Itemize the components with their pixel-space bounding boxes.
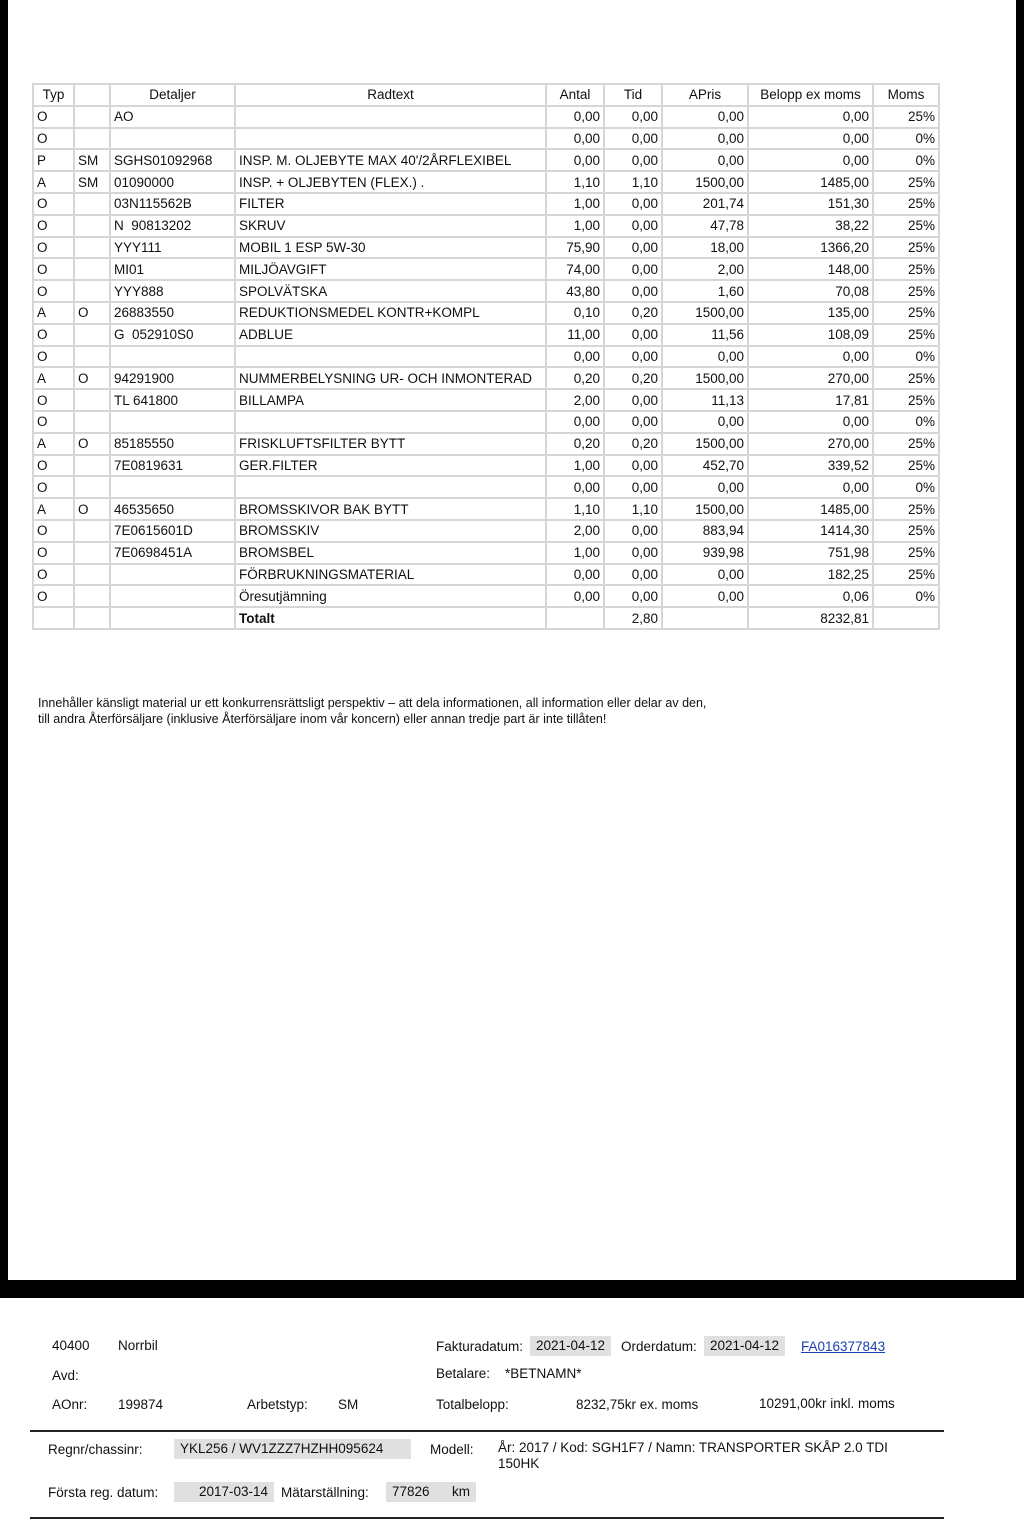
table-row <box>33 346 939 368</box>
cell-detaljer <box>110 128 235 150</box>
cell-typ: O <box>33 215 74 237</box>
cell-apris: 883,94 <box>662 520 748 542</box>
cell-code <box>74 411 110 433</box>
cell-tid: 0,00 <box>604 237 662 259</box>
cell-typ: O <box>33 411 74 433</box>
cell-apris: 0,00 <box>662 476 748 498</box>
cell-typ: A <box>33 171 74 193</box>
betalare-label: Betalare: <box>436 1366 491 1381</box>
cell-detaljer: 94291900 <box>110 367 235 389</box>
cell-antal: 0,00 <box>546 411 604 433</box>
avd-label: Avd: <box>52 1368 79 1383</box>
cell-antal: 1,10 <box>546 171 604 193</box>
cell-code: O <box>74 498 110 520</box>
cell-radtext: INSP. + OLJEBYTEN (FLEX.) . <box>235 171 546 193</box>
cell-belopp: 1366,20 <box>748 237 873 259</box>
cell-typ: O <box>33 106 74 128</box>
cell-radtext: NUMMERBELYSNING UR- OCH INMONTERAD <box>235 367 546 389</box>
cell-tid: 0,00 <box>604 128 662 150</box>
table-body <box>33 106 939 629</box>
cell-belopp: 1485,00 <box>748 171 873 193</box>
cell-belopp: 148,00 <box>748 258 873 280</box>
cell-typ: O <box>33 542 74 564</box>
table-total-row <box>33 607 939 629</box>
cell-code: SM <box>74 149 110 171</box>
cell-detaljer: N 90813202 <box>110 215 235 237</box>
cell-moms: 25% <box>873 171 939 193</box>
matarstallning-box <box>386 1482 476 1502</box>
total-tid: 2,80 <box>604 607 662 629</box>
cell-tid: 0,20 <box>604 433 662 455</box>
invoice-lines-table <box>32 83 940 630</box>
cell-moms: 25% <box>873 324 939 346</box>
col-header-code <box>74 84 110 106</box>
modell-line: 150HK <box>498 1456 540 1471</box>
total-cell <box>110 607 235 629</box>
table-row <box>33 324 939 346</box>
cell-antal: 0,00 <box>546 149 604 171</box>
col-header-moms: Moms <box>873 84 939 106</box>
cell-typ: O <box>33 324 74 346</box>
cell-radtext: MOBIL 1 ESP 5W-30 <box>235 237 546 259</box>
cell-tid: 0,00 <box>604 258 662 280</box>
table-row <box>33 542 939 564</box>
totalbelopp-inkl-moms: 10291,00kr inkl. moms <box>759 1396 895 1411</box>
matarstallning-label: Mätarställning: <box>281 1485 369 1500</box>
total-cell <box>546 607 604 629</box>
cell-moms: 25% <box>873 455 939 477</box>
cell-moms: 25% <box>873 215 939 237</box>
table-row <box>33 302 939 324</box>
total-cell <box>662 607 748 629</box>
cell-belopp: 17,81 <box>748 389 873 411</box>
totalbelopp-ex-moms: 8232,75kr ex. moms <box>576 1397 699 1412</box>
cell-antal: 1,00 <box>546 542 604 564</box>
cell-radtext: FRISKLUFTSFILTER BYTT <box>235 433 546 455</box>
cell-apris: 0,00 <box>662 149 748 171</box>
cell-detaljer: 85185550 <box>110 433 235 455</box>
matarstallning-value: 77826 <box>392 1484 430 1499</box>
cell-apris: 11,13 <box>662 389 748 411</box>
cell-radtext: Öresutjämning <box>235 585 546 607</box>
cell-moms: 0% <box>873 128 939 150</box>
cell-tid: 1,10 <box>604 171 662 193</box>
cell-tid: 0,00 <box>604 564 662 586</box>
aonr-label: AOnr: <box>52 1397 88 1412</box>
cell-detaljer <box>110 476 235 498</box>
cell-detaljer: 01090000 <box>110 171 235 193</box>
col-header-antal: Antal <box>546 84 604 106</box>
cell-detaljer: 7E0698451A <box>110 542 235 564</box>
cell-radtext: ADBLUE <box>235 324 546 346</box>
cell-typ: O <box>33 476 74 498</box>
cell-tid: 0,20 <box>604 302 662 324</box>
cell-radtext: FÖRBRUKNINGSMATERIAL <box>235 564 546 586</box>
cell-radtext: MILJÖAVGIFT <box>235 258 546 280</box>
cell-radtext: SKRUV <box>235 215 546 237</box>
cell-detaljer: SGHS01092968 <box>110 149 235 171</box>
cell-radtext: GER.FILTER <box>235 455 546 477</box>
cell-tid: 0,00 <box>604 149 662 171</box>
cell-detaljer: YYY111 <box>110 237 235 259</box>
table-row <box>33 455 939 477</box>
cell-tid: 0,00 <box>604 106 662 128</box>
forsta-reg-label: Första reg. datum: <box>48 1485 159 1500</box>
cell-code <box>74 389 110 411</box>
cell-belopp: 270,00 <box>748 367 873 389</box>
cell-tid: 0,00 <box>604 520 662 542</box>
cell-belopp: 1485,00 <box>748 498 873 520</box>
cell-apris: 2,00 <box>662 258 748 280</box>
cell-moms: 25% <box>873 542 939 564</box>
cell-belopp: 0,00 <box>748 476 873 498</box>
betalare-value: *BETNAMN* <box>505 1366 582 1381</box>
cell-code <box>74 237 110 259</box>
table-header-row <box>33 84 939 106</box>
cell-belopp: 0,00 <box>748 346 873 368</box>
cell-belopp: 70,08 <box>748 280 873 302</box>
col-header-tid: Tid <box>604 84 662 106</box>
cell-detaljer: 03N115562B <box>110 193 235 215</box>
cell-radtext: SPOLVÄTSKA <box>235 280 546 302</box>
table-row <box>33 520 939 542</box>
footer-bottom-divider <box>30 1517 944 1519</box>
cell-antal: 0,00 <box>546 476 604 498</box>
cell-belopp: 0,00 <box>748 106 873 128</box>
col-header-radtext: Radtext <box>235 84 546 106</box>
cell-moms: 25% <box>873 433 939 455</box>
aonr-value: 199874 <box>118 1397 164 1412</box>
cell-typ: O <box>33 520 74 542</box>
cell-apris: 11,56 <box>662 324 748 346</box>
cell-code <box>74 455 110 477</box>
cell-antal: 43,80 <box>546 280 604 302</box>
col-header-typ: Typ <box>33 84 74 106</box>
modell-value <box>498 1440 888 1472</box>
cell-belopp: 0,00 <box>748 128 873 150</box>
table-row <box>33 171 939 193</box>
cell-code <box>74 346 110 368</box>
cell-antal: 0,00 <box>546 585 604 607</box>
cell-antal: 1,00 <box>546 193 604 215</box>
fakturadatum-value: 2021-04-12 <box>530 1336 611 1356</box>
cell-moms: 25% <box>873 520 939 542</box>
cell-typ: O <box>33 346 74 368</box>
cell-antal: 0,00 <box>546 346 604 368</box>
cell-moms: 25% <box>873 564 939 586</box>
cell-typ: O <box>33 128 74 150</box>
cell-apris: 452,70 <box>662 455 748 477</box>
matarstallning-unit: km <box>452 1484 470 1499</box>
disclaimer-line: Innehåller känsligt material ur ett konkurrensrättsligt perspektiv – att dela informationen, all information eller delar av den, <box>38 696 707 710</box>
cell-antal: 0,20 <box>546 433 604 455</box>
cell-moms: 25% <box>873 237 939 259</box>
dealer-name: Norrbil <box>118 1338 158 1353</box>
cell-belopp: 1414,30 <box>748 520 873 542</box>
cell-tid: 0,00 <box>604 280 662 302</box>
cell-typ: O <box>33 585 74 607</box>
cell-code <box>74 324 110 346</box>
table-row <box>33 585 939 607</box>
cell-antal: 2,00 <box>546 389 604 411</box>
cell-belopp: 0,06 <box>748 585 873 607</box>
cell-typ: P <box>33 149 74 171</box>
cell-code <box>74 476 110 498</box>
col-header-belopp: Belopp ex moms <box>748 84 873 106</box>
cell-antal: 1,10 <box>546 498 604 520</box>
table-row <box>33 106 939 128</box>
table-row <box>33 193 939 215</box>
cell-radtext <box>235 106 546 128</box>
cell-detaljer: 46535650 <box>110 498 235 520</box>
total-cell <box>74 607 110 629</box>
total-belopp: 8232,81 <box>748 607 873 629</box>
disclaimer-line: till andra Återförsäljare (inklusive Återförsäljare inom vår koncern) eller annan tredje part är inte tillåten! <box>38 712 607 726</box>
cell-apris: 1500,00 <box>662 171 748 193</box>
cell-moms: 25% <box>873 389 939 411</box>
cell-code <box>74 564 110 586</box>
cell-tid: 0,00 <box>604 389 662 411</box>
cell-antal: 11,00 <box>546 324 604 346</box>
cell-moms: 25% <box>873 367 939 389</box>
footer-divider <box>30 1430 944 1432</box>
table-row <box>33 476 939 498</box>
cell-radtext: BROMSSKIV <box>235 520 546 542</box>
cell-code <box>74 520 110 542</box>
table-row <box>33 128 939 150</box>
cell-moms: 25% <box>873 258 939 280</box>
cell-moms: 25% <box>873 280 939 302</box>
cell-moms: 25% <box>873 302 939 324</box>
totalbelopp-label: Totalbelopp: <box>436 1397 509 1412</box>
cell-belopp: 270,00 <box>748 433 873 455</box>
table-row <box>33 411 939 433</box>
table-row <box>33 433 939 455</box>
cell-radtext <box>235 346 546 368</box>
total-cell <box>33 607 74 629</box>
cell-code <box>74 258 110 280</box>
cell-antal: 0,00 <box>546 128 604 150</box>
cell-antal: 0,10 <box>546 302 604 324</box>
cell-detaljer: 26883550 <box>110 302 235 324</box>
cell-detaljer: 7E0615601D <box>110 520 235 542</box>
cell-radtext: BILLAMPA <box>235 389 546 411</box>
cell-detaljer: YYY888 <box>110 280 235 302</box>
cell-tid: 0,00 <box>604 193 662 215</box>
cell-radtext <box>235 128 546 150</box>
cell-radtext: BROMSSKIVOR BAK BYTT <box>235 498 546 520</box>
cell-tid: 0,00 <box>604 455 662 477</box>
orderdatum-value: 2021-04-12 <box>704 1336 785 1356</box>
cell-belopp: 108,09 <box>748 324 873 346</box>
table-row <box>33 367 939 389</box>
col-header-detaljer: Detaljer <box>110 84 235 106</box>
regnr-label: Regnr/chassinr: <box>48 1442 143 1457</box>
cell-typ: A <box>33 498 74 520</box>
modell-line: År: 2017 / Kod: SGH1F7 / Namn: TRANSPORTER SKÅP 2.0 TDI <box>498 1440 888 1455</box>
cell-belopp: 0,00 <box>748 411 873 433</box>
cell-typ: O <box>33 455 74 477</box>
cell-tid: 0,00 <box>604 542 662 564</box>
cell-apris: 1500,00 <box>662 433 748 455</box>
cell-belopp: 135,00 <box>748 302 873 324</box>
cell-moms: 25% <box>873 498 939 520</box>
cell-moms: 0% <box>873 411 939 433</box>
cell-typ: O <box>33 237 74 259</box>
cell-code <box>74 215 110 237</box>
cell-detaljer: 7E0819631 <box>110 455 235 477</box>
cell-code <box>74 585 110 607</box>
table-row <box>33 389 939 411</box>
cell-typ: A <box>33 433 74 455</box>
cell-apris: 0,00 <box>662 346 748 368</box>
cell-apris: 0,00 <box>662 585 748 607</box>
cell-code: O <box>74 302 110 324</box>
confidentiality-disclaimer <box>38 695 798 727</box>
cell-belopp: 339,52 <box>748 455 873 477</box>
cell-tid: 1,10 <box>604 498 662 520</box>
forsta-reg-value: 2017-03-14 <box>174 1482 274 1502</box>
col-header-apris: APris <box>662 84 748 106</box>
cell-antal: 2,00 <box>546 520 604 542</box>
cell-typ: O <box>33 564 74 586</box>
cell-antal: 0,00 <box>546 106 604 128</box>
cell-tid: 0,20 <box>604 367 662 389</box>
cell-belopp: 38,22 <box>748 215 873 237</box>
cell-tid: 0,00 <box>604 476 662 498</box>
cell-detaljer <box>110 564 235 586</box>
table-row <box>33 498 939 520</box>
cell-detaljer: TL 641800 <box>110 389 235 411</box>
cell-apris: 0,00 <box>662 411 748 433</box>
table-row <box>33 280 939 302</box>
cell-tid: 0,00 <box>604 585 662 607</box>
cell-radtext: INSP. M. OLJEBYTE MAX 40'/2ÅRFLEXIBEL <box>235 149 546 171</box>
cell-moms: 0% <box>873 346 939 368</box>
cell-detaljer: AO <box>110 106 235 128</box>
cell-apris: 939,98 <box>662 542 748 564</box>
cell-detaljer <box>110 585 235 607</box>
cell-moms: 0% <box>873 149 939 171</box>
cell-code: SM <box>74 171 110 193</box>
total-label: Totalt <box>235 607 546 629</box>
cell-code <box>74 280 110 302</box>
cell-tid: 0,00 <box>604 215 662 237</box>
cell-radtext: BROMSBEL <box>235 542 546 564</box>
fakturadatum-label: Fakturadatum: <box>436 1339 524 1354</box>
cell-tid: 0,00 <box>604 324 662 346</box>
cell-typ: O <box>33 193 74 215</box>
cell-moms: 0% <box>873 476 939 498</box>
orderdatum-label: Orderdatum: <box>621 1339 697 1354</box>
cell-typ: A <box>33 367 74 389</box>
arbetstyp-label: Arbetstyp: <box>247 1397 308 1412</box>
modell-label: Modell: <box>430 1442 474 1457</box>
dealer-code: 40400 <box>52 1338 90 1353</box>
cell-code: O <box>74 433 110 455</box>
cell-code <box>74 128 110 150</box>
cell-typ: O <box>33 258 74 280</box>
cell-moms: 25% <box>873 106 939 128</box>
cell-belopp: 151,30 <box>748 193 873 215</box>
cell-belopp: 182,25 <box>748 564 873 586</box>
table-row <box>33 237 939 259</box>
total-cell <box>873 607 939 629</box>
table-row <box>33 564 939 586</box>
cell-moms: 25% <box>873 193 939 215</box>
table-row <box>33 258 939 280</box>
invoice-number-link[interactable]: FA016377843 <box>801 1339 886 1354</box>
cell-tid: 0,00 <box>604 411 662 433</box>
cell-apris: 0,00 <box>662 106 748 128</box>
cell-detaljer: G 052910S0 <box>110 324 235 346</box>
cell-radtext: FILTER <box>235 193 546 215</box>
cell-antal: 75,90 <box>546 237 604 259</box>
cell-radtext: REDUKTIONSMEDEL KONTR+KOMPL <box>235 302 546 324</box>
cell-apris: 1,60 <box>662 280 748 302</box>
cell-apris: 47,78 <box>662 215 748 237</box>
cell-apris: 0,00 <box>662 564 748 586</box>
cell-detaljer: MI01 <box>110 258 235 280</box>
regnr-value: YKL256 / WV1ZZZ7HZHH095624 <box>174 1439 411 1459</box>
cell-code <box>74 106 110 128</box>
cell-typ: A <box>33 302 74 324</box>
cell-code <box>74 193 110 215</box>
cell-apris: 0,00 <box>662 128 748 150</box>
cell-belopp: 0,00 <box>748 149 873 171</box>
table-row <box>33 149 939 171</box>
cell-antal: 74,00 <box>546 258 604 280</box>
cell-typ: O <box>33 389 74 411</box>
cell-antal: 1,00 <box>546 455 604 477</box>
cell-apris: 1500,00 <box>662 302 748 324</box>
cell-radtext <box>235 411 546 433</box>
cell-antal: 1,00 <box>546 215 604 237</box>
arbetstyp-value: SM <box>338 1397 359 1412</box>
cell-apris: 201,74 <box>662 193 748 215</box>
cell-tid: 0,00 <box>604 346 662 368</box>
cell-code: O <box>74 367 110 389</box>
cell-radtext <box>235 476 546 498</box>
cell-belopp: 751,98 <box>748 542 873 564</box>
cell-apris: 1500,00 <box>662 367 748 389</box>
cell-antal: 0,20 <box>546 367 604 389</box>
cell-antal: 0,00 <box>546 564 604 586</box>
cell-detaljer <box>110 411 235 433</box>
table-row <box>33 215 939 237</box>
cell-apris: 1500,00 <box>662 498 748 520</box>
cell-apris: 18,00 <box>662 237 748 259</box>
cell-code <box>74 542 110 564</box>
cell-detaljer <box>110 346 235 368</box>
cell-moms: 0% <box>873 585 939 607</box>
cell-typ: O <box>33 280 74 302</box>
